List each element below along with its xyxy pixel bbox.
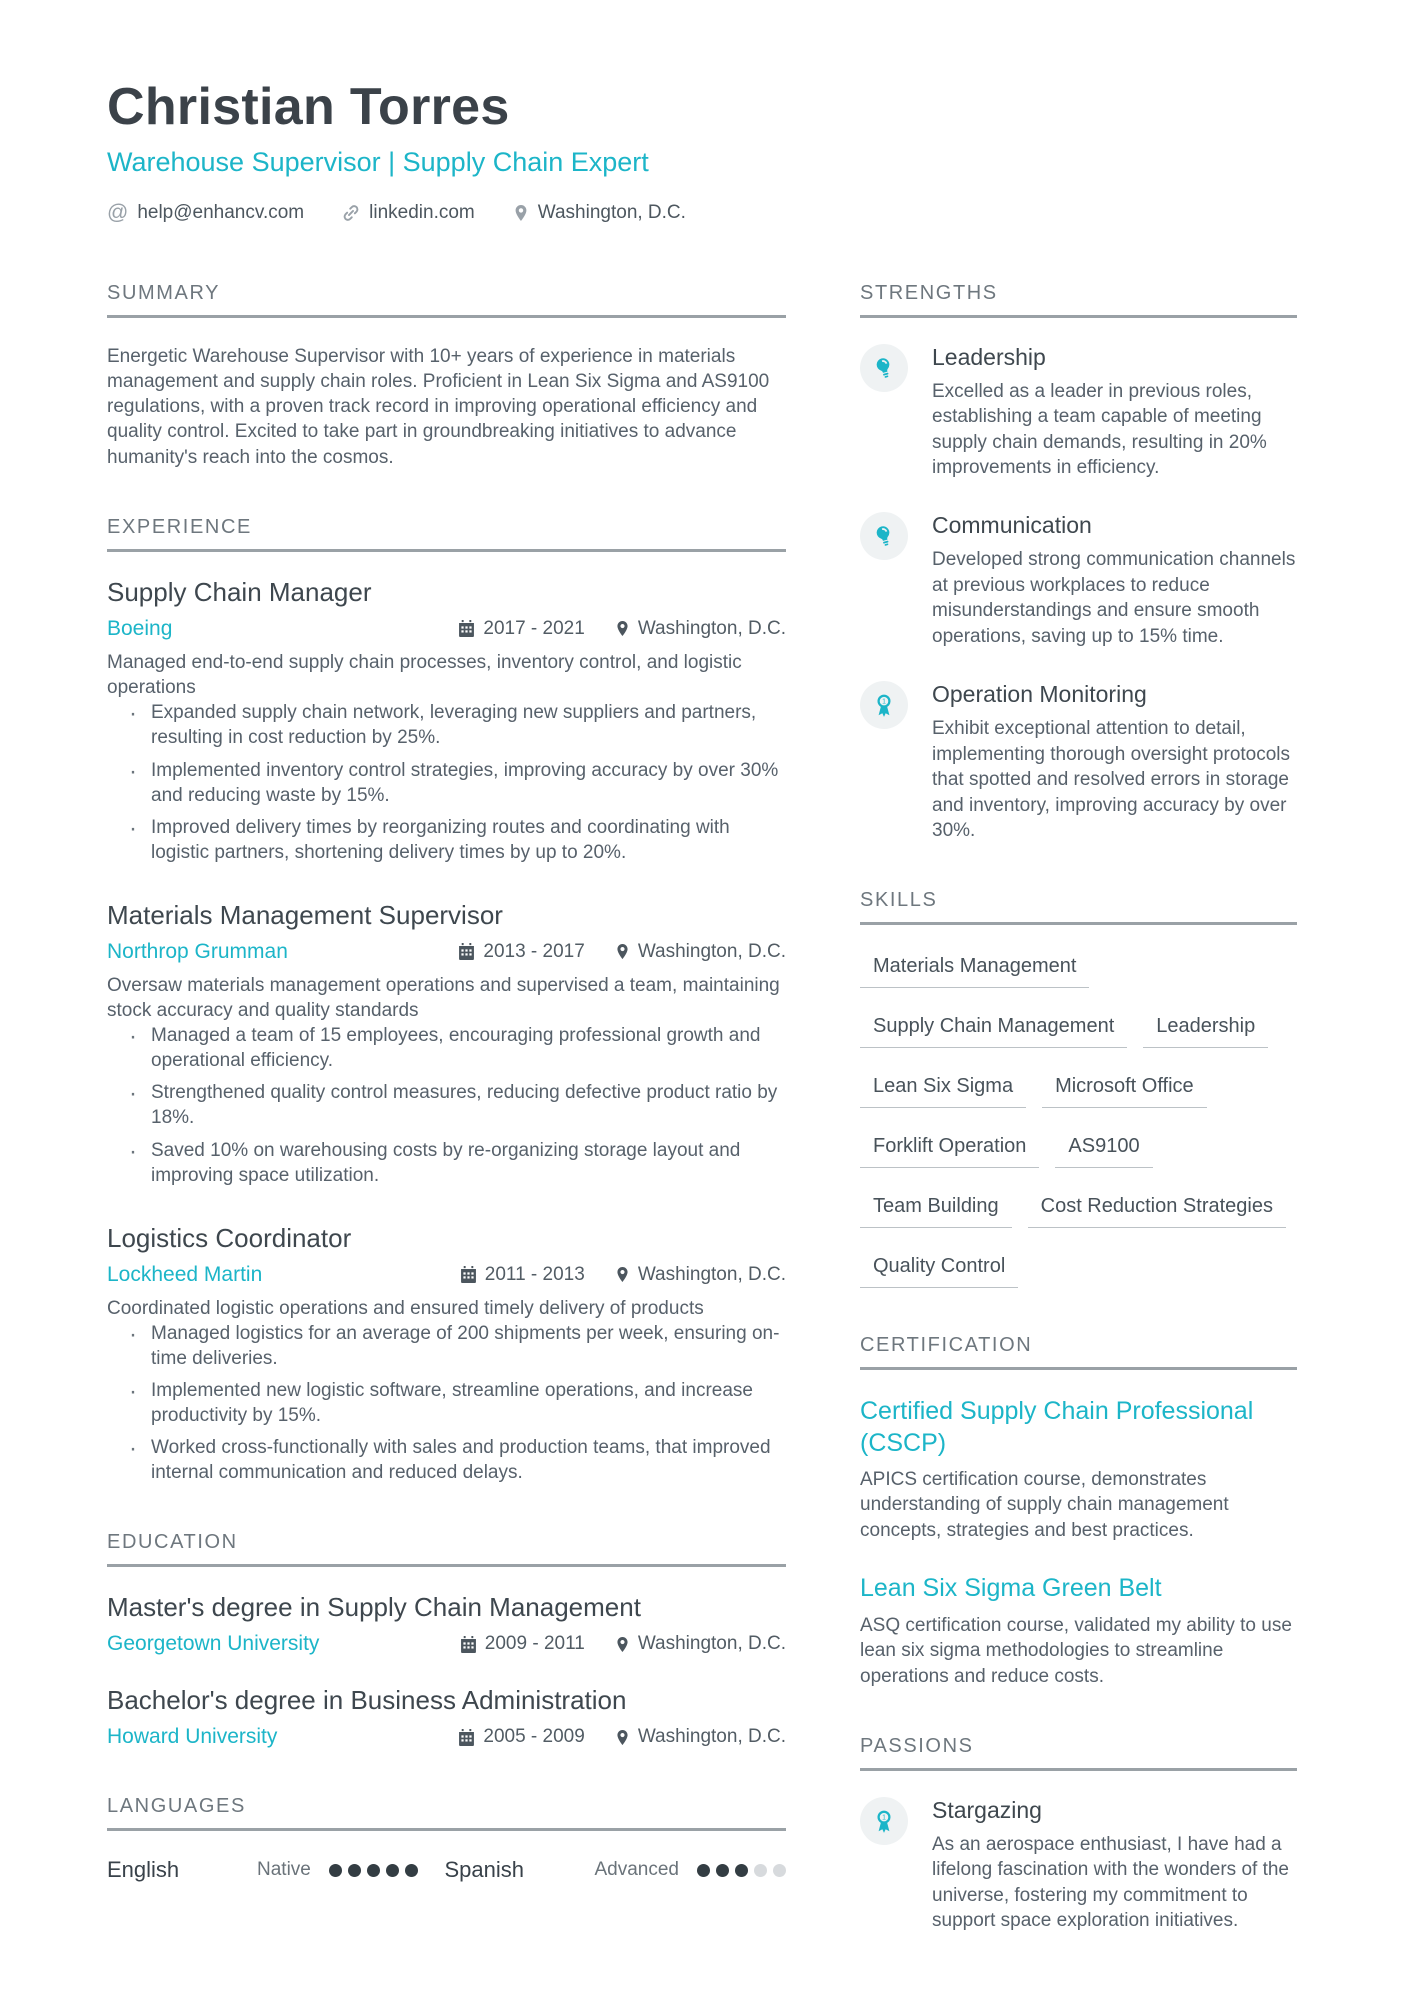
passion-text: As an aerospace enthusiast, I have had a lifelong fascination with the wonders of the universe, fostering my commitment to support space exploration initiatives. [932, 1833, 1289, 1932]
job-location-text: Washington, D.C. [637, 940, 786, 962]
language-level: Advanced [594, 1859, 679, 1881]
contact-email-text[interactable]: help@enhancv.com [137, 201, 305, 223]
medal-icon [860, 1797, 908, 1845]
degree-dates [458, 1726, 584, 1748]
job-bullet: · Expanded supply chain network, leveraging new suppliers and partners, resulting in cost reduction by 25%. [107, 700, 786, 750]
pin-icon [615, 1267, 630, 1282]
job-title: Supply Chain Manager [107, 576, 372, 607]
strength-title: Operation Monitoring [932, 681, 1147, 708]
calendar-icon [460, 1266, 477, 1283]
job-bullets [107, 700, 786, 864]
job-bullet: · Saved 10% on warehousing costs by re-organizing storage layout and improving space utilization. [107, 1138, 786, 1188]
job-dates [458, 618, 584, 640]
job-dates [460, 1264, 585, 1286]
languages-heading: LANGUAGES [107, 1795, 786, 1831]
proficiency-dot [405, 1864, 418, 1877]
lightbulb-icon [860, 344, 908, 392]
job-bullet: · Managed logistics for an average of 200 shipments per week, ensuring on-time deliveries. [107, 1321, 786, 1371]
job-bullet: · Implemented new logistic software, streamline operations, and increase productivity by 15%. [107, 1378, 786, 1428]
job-summary: Coordinated logistic operations and ensured timely delivery of products [107, 1297, 704, 1319]
proficiency-dot [735, 1864, 748, 1877]
strengths-section [860, 282, 1297, 844]
job-dates-text: 2017 - 2021 [483, 617, 585, 639]
language-item [444, 1857, 786, 1883]
skill-tag: Quality Control [860, 1255, 1018, 1288]
contact-row [107, 202, 1295, 224]
certification-text: ASQ certification course, validated my ability to use lean six sigma methodologies to streamline operations and reduce costs. [860, 1614, 1292, 1687]
language-proficiency-dots [697, 1864, 786, 1877]
calendar-icon [460, 1636, 477, 1653]
job-location [615, 618, 786, 640]
job-bullets [107, 1321, 786, 1485]
contact-linkedin-text[interactable]: linkedin.com [369, 201, 475, 223]
experience-heading: EXPERIENCE [107, 516, 786, 552]
at-icon: @ [107, 201, 129, 225]
skill-tag: Forklift Operation [860, 1135, 1039, 1168]
skill-tag: Microsoft Office [1042, 1075, 1207, 1108]
strength-title: Leadership [932, 343, 1046, 370]
language-proficiency-dots [329, 1864, 418, 1877]
degree-title: Bachelor's degree in Business Administration [107, 1685, 627, 1716]
job-location-text: Washington, D.C. [637, 1263, 786, 1285]
job-title: Logistics Coordinator [107, 1222, 352, 1253]
job-summary: Managed end-to-end supply chain processes, inventory control, and logistic operations [107, 651, 742, 699]
degree-location-text: Washington, D.C. [637, 1726, 786, 1748]
person-name: Christian Torres [107, 78, 510, 136]
strength-text: Excelled as a leader in previous roles, establishing a team capable of meeting supply chain demands, resulting in 20% improvements in efficiency. [932, 380, 1267, 478]
job-bullets [107, 1023, 786, 1187]
pin-icon [615, 621, 630, 636]
calendar-icon [458, 620, 475, 637]
passions-section [860, 1735, 1297, 1934]
medal-icon [860, 681, 908, 729]
proficiency-dot [697, 1864, 710, 1877]
calendar-icon [458, 1729, 475, 1746]
job-entry [107, 1224, 786, 1486]
pin-icon [615, 1637, 630, 1652]
pin-icon [615, 1730, 630, 1745]
proficiency-dot [348, 1864, 361, 1877]
strength-item [860, 681, 1297, 843]
skill-tag: Leadership [1143, 1015, 1268, 1048]
passion-item [860, 1797, 1297, 1934]
svg-text:1: 1 [882, 1814, 886, 1822]
education-heading: EDUCATION [107, 1531, 786, 1567]
company-name: Boeing [107, 616, 173, 640]
language-name: English [107, 1857, 180, 1883]
lightbulb-icon [860, 512, 908, 560]
pin-icon [615, 944, 630, 959]
education-section [107, 1531, 786, 1749]
passions-heading: PASSIONS [860, 1735, 1297, 1771]
strengths-heading: STRENGTHS [860, 282, 1297, 318]
proficiency-dot [773, 1864, 786, 1877]
pin-icon [513, 205, 529, 221]
proficiency-dot [329, 1864, 342, 1877]
degree-title: Master's degree in Supply Chain Management [107, 1592, 641, 1623]
experience-section [107, 516, 786, 1485]
education-entry [107, 1593, 786, 1656]
job-title: Materials Management Supervisor [107, 899, 503, 930]
contact-linkedin[interactable] [342, 202, 475, 224]
job-location [615, 1264, 786, 1286]
proficiency-dot [754, 1864, 767, 1877]
company-name: Lockheed Martin [107, 1262, 263, 1286]
contact-location[interactable] [513, 202, 686, 224]
degree-location [615, 1633, 786, 1655]
certification-title: Lean Six Sigma Green Belt [860, 1574, 1162, 1603]
job-bullet: · Worked cross-functionally with sales and production teams, that improved internal communication and reduced delays. [107, 1435, 786, 1485]
company-name: Northrop Grumman [107, 939, 288, 963]
school-name: Georgetown University [107, 1632, 320, 1656]
resume-header [107, 80, 1295, 224]
languages-section [107, 1795, 786, 1883]
certification-text: APICS certification course, demonstrates understanding of supply chain management concepts, strategies and best practices. [860, 1468, 1229, 1541]
degree-location-text: Washington, D.C. [637, 1633, 786, 1655]
right-column [860, 282, 1297, 1980]
language-item [107, 1857, 444, 1883]
proficiency-dot [367, 1864, 380, 1877]
language-level: Native [257, 1859, 311, 1881]
skill-tag: Lean Six Sigma [860, 1075, 1026, 1108]
job-dates [458, 941, 584, 963]
strength-item [860, 344, 1297, 481]
certification-title: Certified Supply Chain Professional (CSCP) [860, 1397, 1254, 1457]
person-title: Warehouse Supervisor | Supply Chain Expert [107, 146, 649, 177]
degree-dates [460, 1633, 585, 1655]
skill-tag: Materials Management [860, 955, 1089, 988]
job-location [615, 941, 786, 963]
proficiency-dot [716, 1864, 729, 1877]
passion-title: Stargazing [932, 1796, 1042, 1823]
job-bullet: · Managed a team of 15 employees, encouraging professional growth and operational efficiency. [107, 1023, 786, 1073]
job-entry [107, 578, 786, 865]
job-bullet: · Improved delivery times by reorganizing routes and coordinating with logistic partners, shortening delivery times by up to 20%. [107, 815, 786, 865]
left-column [107, 282, 786, 1980]
skill-tag: Cost Reduction Strategies [1028, 1195, 1286, 1228]
degree-location [615, 1726, 786, 1748]
calendar-icon [458, 943, 475, 960]
certification-section [860, 1334, 1297, 1688]
education-entry [107, 1686, 786, 1749]
contact-location-text[interactable]: Washington, D.C. [537, 201, 686, 223]
skill-tag: Team Building [860, 1195, 1012, 1228]
strength-text: Exhibit exceptional attention to detail, implementing thorough oversight protocols that spotted and resolved errors in storage and inventory, improving accuracy by over 30%. [932, 718, 1291, 842]
job-dates-text: 2013 - 2017 [483, 940, 585, 962]
certification-item [860, 1396, 1297, 1543]
svg-text:1: 1 [882, 698, 886, 706]
strength-title: Communication [932, 512, 1092, 539]
strength-item [860, 512, 1297, 649]
skill-tag: AS9100 [1055, 1135, 1152, 1168]
summary-section [107, 282, 786, 470]
certification-heading: CERTIFICATION [860, 1334, 1297, 1370]
skills-heading: SKILLS [860, 889, 1297, 925]
job-location-text: Washington, D.C. [637, 617, 786, 639]
proficiency-dot [386, 1864, 399, 1877]
skill-tag: Supply Chain Management [860, 1015, 1127, 1048]
job-entry [107, 901, 786, 1188]
job-bullet: · Implemented inventory control strategies, improving accuracy by over 30% and reducing waste by 15%. [107, 758, 786, 808]
degree-dates-text: 2005 - 2009 [483, 1726, 585, 1748]
summary-heading: SUMMARY [107, 282, 786, 318]
skills-section [860, 889, 1297, 1288]
contact-email[interactable] [107, 202, 304, 224]
job-summary: Oversaw materials management operations and supervised a team, maintaining stock accuracy and quality standards [107, 974, 780, 1021]
school-name: Howard University [107, 1725, 278, 1749]
strength-text: Developed strong communication channels at previous workplaces to reduce misunderstandings and ensure smooth operations, saving up to 15% time. [932, 549, 1296, 647]
summary-text: Energetic Warehouse Supervisor with 10+ years of experience in materials management and supply chain roles. Proficient in Lean Six Sigma and AS9100 regulations, with a proven track record in improving operational efficiency and quality control. Excited to take part in groundbreaking initiatives to advance humanity's reach into the cosmos. [107, 345, 770, 468]
link-icon [342, 204, 360, 222]
degree-dates-text: 2009 - 2011 [484, 1633, 585, 1655]
language-name: Spanish [444, 1857, 524, 1883]
job-bullet: · Strengthened quality control measures, reducing defective product ratio by 18%. [107, 1080, 786, 1130]
certification-item [860, 1573, 1297, 1689]
job-dates-text: 2011 - 2013 [484, 1263, 585, 1285]
skill-list [860, 951, 1297, 1288]
